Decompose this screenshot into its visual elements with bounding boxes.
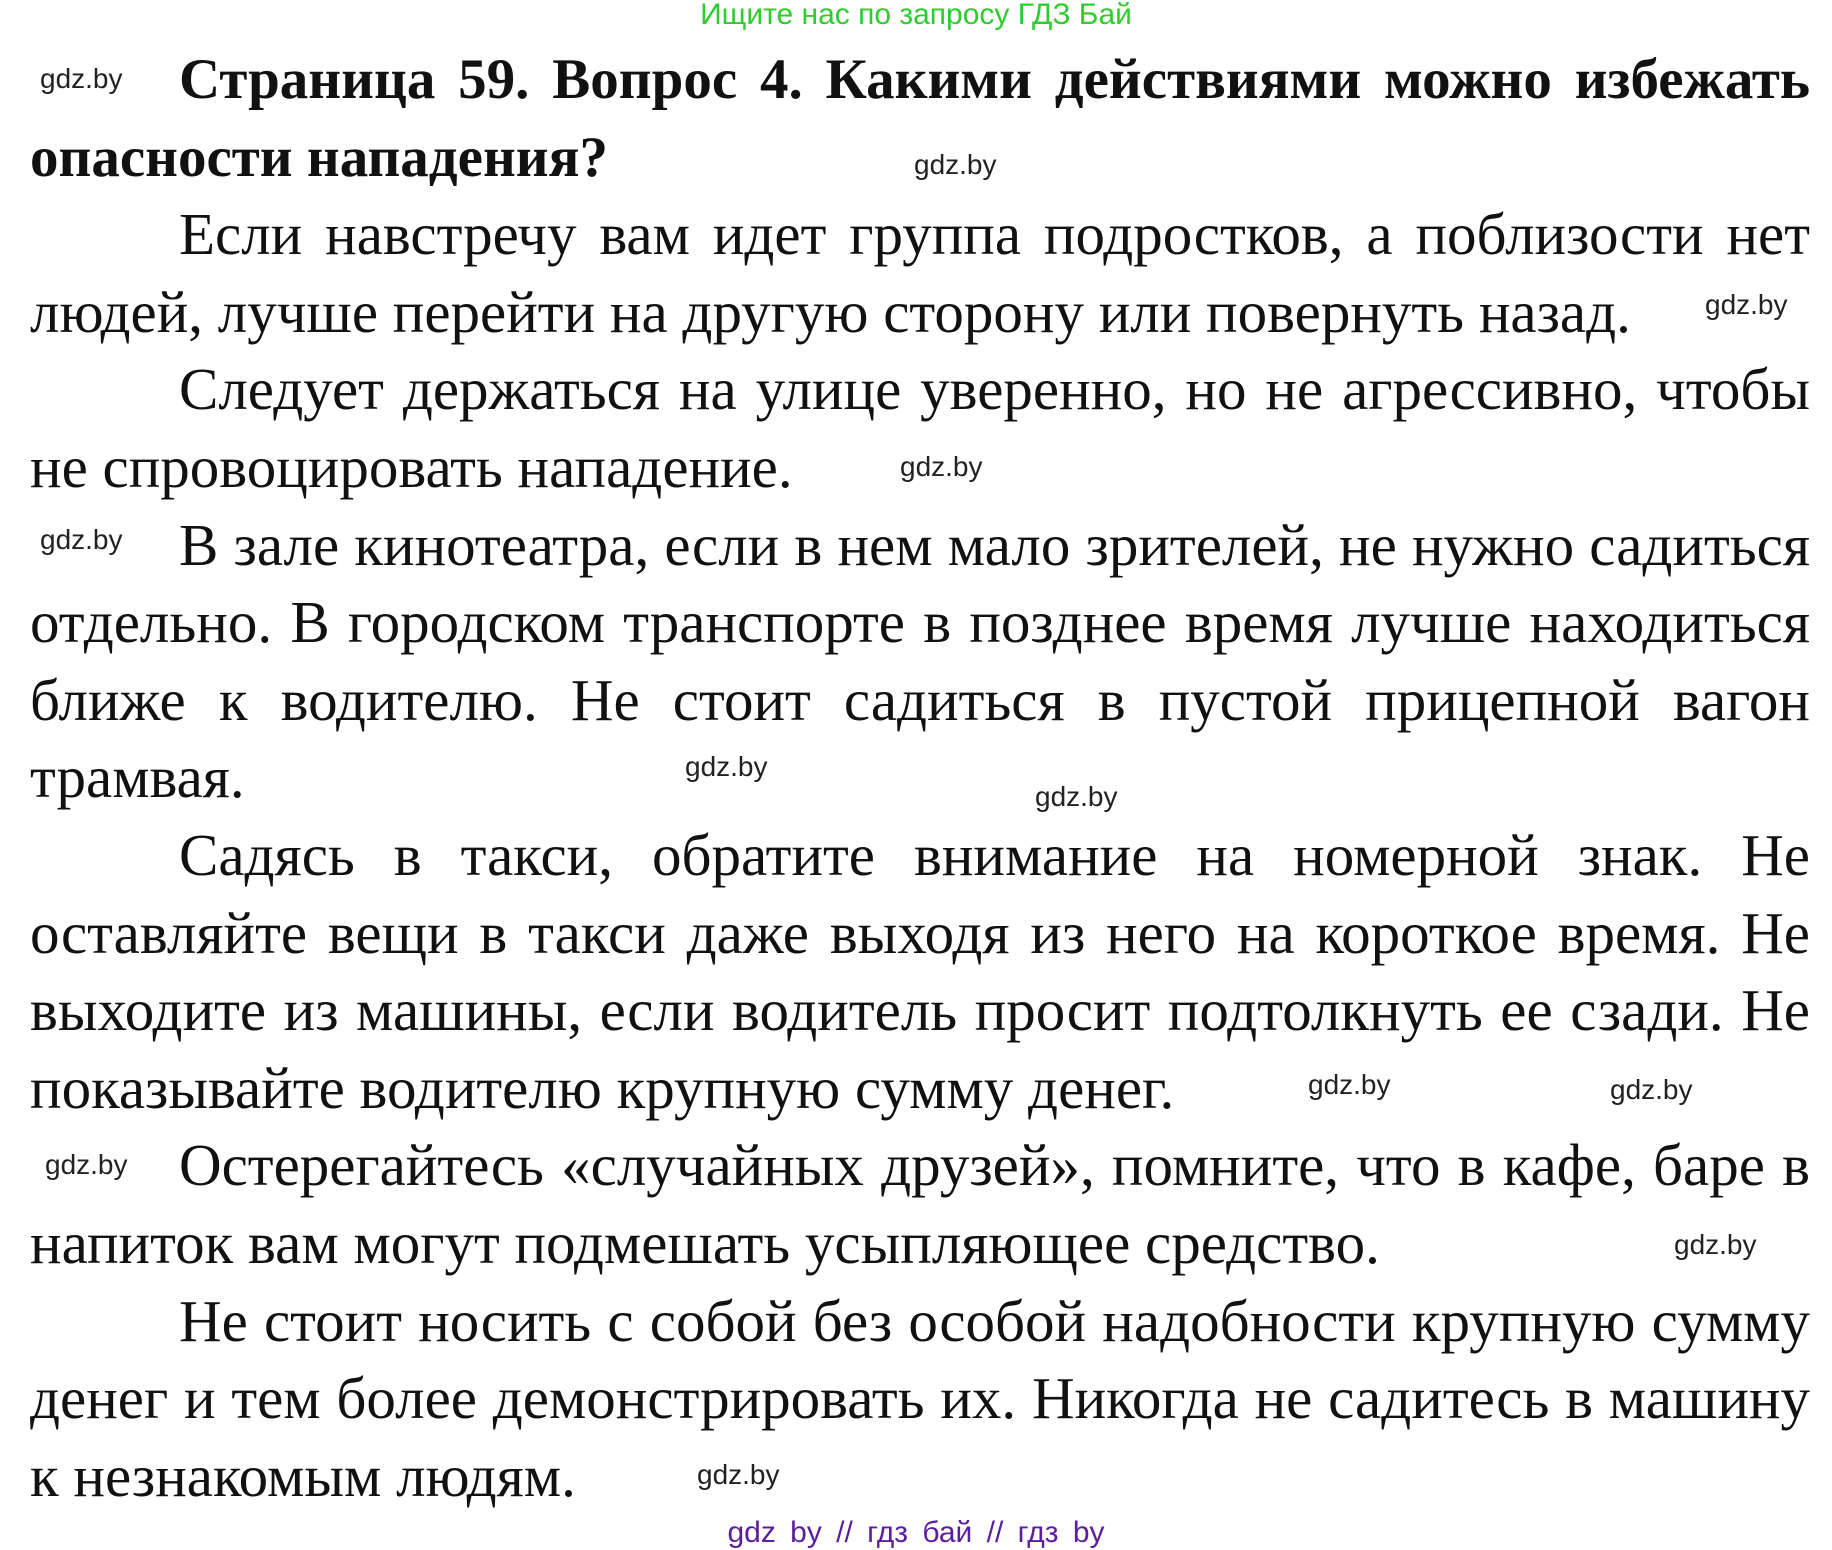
paragraph: Следует держаться на улице уверенно, но не агрессивно, чтобы не спровоцировать нападение. (30, 356, 1810, 500)
watermark: gdz.by (697, 1459, 780, 1490)
watermark: gdz.by (914, 149, 997, 180)
search-banner: Ищите нас по запросу ГДЗ Бай (700, 0, 1132, 31)
paragraph: Остерегайтесь «случайных друзей», помните, что в кафе, баре в напиток вам могут подмешать усыпляющее средство. (30, 1132, 1810, 1276)
paragraph: Не стоит носить с собой без особой надобности крупную сумму денег и тем более демонстрировать их. Никогда не садитесь в машину к незнакомым людям. (30, 1287, 1810, 1509)
page-title: Страница 59. Вопрос 4. Какими действиями можно избежать опасности нападения? (30, 48, 1810, 189)
watermark: gdz.by (685, 751, 768, 782)
footer-links: gdz by // гдз бай // гдз by (727, 1516, 1105, 1549)
watermark: gdz.by (1674, 1229, 1757, 1260)
paragraph: В зале кинотеатра, если в нем мало зрителей, не нужно садиться отдельно. В городском транспорте в позднее время лучше находиться ближе к водителю. Не стоит садиться в пустой прицепной вагон трамвая. (30, 511, 1810, 811)
document-body (30, 41, 1810, 1515)
watermark: gdz.by (40, 63, 123, 94)
paragraph: Если навстречу вам идет группа подростков, а поблизости нет людей, лучше перейти на другую сторону или повернуть назад. (30, 201, 1810, 345)
watermark: gdz.by (900, 451, 983, 482)
watermark: gdz.by (1035, 781, 1118, 812)
watermark: gdz.by (45, 1149, 128, 1180)
watermark: gdz.by (1610, 1074, 1693, 1105)
watermark: gdz.by (40, 524, 123, 555)
watermark: gdz.by (1705, 289, 1788, 320)
watermark: gdz.by (1308, 1069, 1391, 1100)
paragraph: Садясь в такси, обратите внимание на номерной знак. Не оставляйте вещи в такси даже выходя из него на короткое время. Не выходите из машины, если водитель просит подтолкнуть ее сзади. Не показывайте водителю крупную сумму денег. (30, 821, 1810, 1121)
